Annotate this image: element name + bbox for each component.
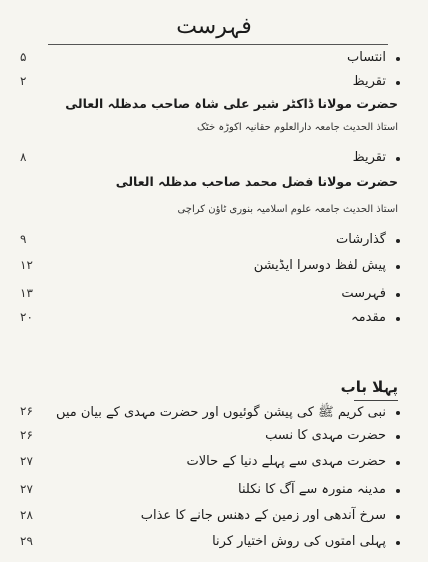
toc-entry-introduction: مقدمہ ۲۰ — [20, 310, 404, 330]
bullet-icon — [396, 293, 400, 297]
toc-entry-ch1-5: سرخ آندھی اور زمین کے دھنس جانے کا عذاب ۲۸ — [20, 508, 404, 528]
page-number: ۲۶ — [20, 404, 33, 418]
page-number: ۸ — [20, 150, 27, 164]
toc-entry-author-1-title: استاذ الحدیث جامعہ دارالعلوم حقانیہ اکوڑہ خٹک — [196, 122, 398, 133]
toc-entry-ch1-4: مدینہ منورہ سے آگ کا نکلنا ۲۷ — [20, 482, 404, 502]
bullet-icon — [396, 265, 400, 269]
page-number: ۲۶ — [20, 428, 33, 442]
toc-entry-ch1-1: نبی کریم ﷺ کی پیشن گوئیوں اور حضرت مہدی کے بیان میں ۲۶ — [20, 404, 404, 424]
bullet-icon — [396, 157, 400, 161]
bullet-icon — [396, 541, 400, 545]
page-number: ۲۷ — [20, 454, 33, 468]
bullet-icon — [396, 57, 400, 61]
chapter-heading: پہلا باب — [340, 378, 398, 396]
toc-entry-dedication: انتساب ۵ — [20, 50, 404, 70]
toc-entry-contents: فہرست ۱۳ — [20, 286, 404, 306]
page-number: ۹ — [20, 232, 27, 246]
toc-entry-foreword-2: تقریظ ۸ — [20, 150, 404, 170]
bullet-icon — [396, 515, 400, 519]
page-number: ۱۲ — [20, 258, 33, 272]
chapter-underline — [354, 400, 398, 401]
bullet-icon — [396, 81, 400, 85]
title-underline — [48, 44, 388, 45]
page-number: ۲ — [20, 74, 27, 88]
bullet-icon — [396, 461, 400, 465]
toc-entry-ch1-2: حضرت مہدی کا نسب ۲۶ — [20, 428, 404, 448]
toc-entry-requests: گذارشات ۹ — [20, 232, 404, 252]
toc-entry-ch1-6: پہلی امتوں کی روش اختیار کرنا ۲۹ — [20, 534, 404, 554]
toc-entry-author-2-title: استاذ الحدیث جامعہ علوم اسلامیہ بنوری ٹاؤن کراچی — [177, 204, 398, 215]
toc-entry-foreword-1: تقریظ ۲ — [20, 74, 404, 94]
page-number: ۲۹ — [20, 534, 33, 548]
toc-entry-ch1-3: حضرت مہدی سے پہلے دنیا کے حالات ۲۷ — [20, 454, 404, 474]
page-number: ۲۷ — [20, 482, 33, 496]
bullet-icon — [396, 239, 400, 243]
page-number: ۵ — [20, 50, 27, 64]
page-number: ۱۳ — [20, 286, 33, 300]
bullet-icon — [396, 317, 400, 321]
page-title: فہرست — [176, 14, 252, 39]
bullet-icon — [396, 411, 400, 415]
page-number: ۲۸ — [20, 508, 33, 522]
bullet-icon — [396, 435, 400, 439]
page-number: ۲۰ — [20, 310, 33, 324]
toc-entry-preface: پیش لفظ دوسرا ایڈیشن ۱۲ — [20, 258, 404, 278]
bullet-icon — [396, 489, 400, 493]
toc-entry-author-2: حضرت مولانا فضل محمد صاحب مدظلہ العالی — [115, 174, 398, 189]
toc-entry-author-1: حضرت مولانا ڈاکٹر شیر علی شاہ صاحب مدظلہ العالی — [65, 96, 398, 111]
